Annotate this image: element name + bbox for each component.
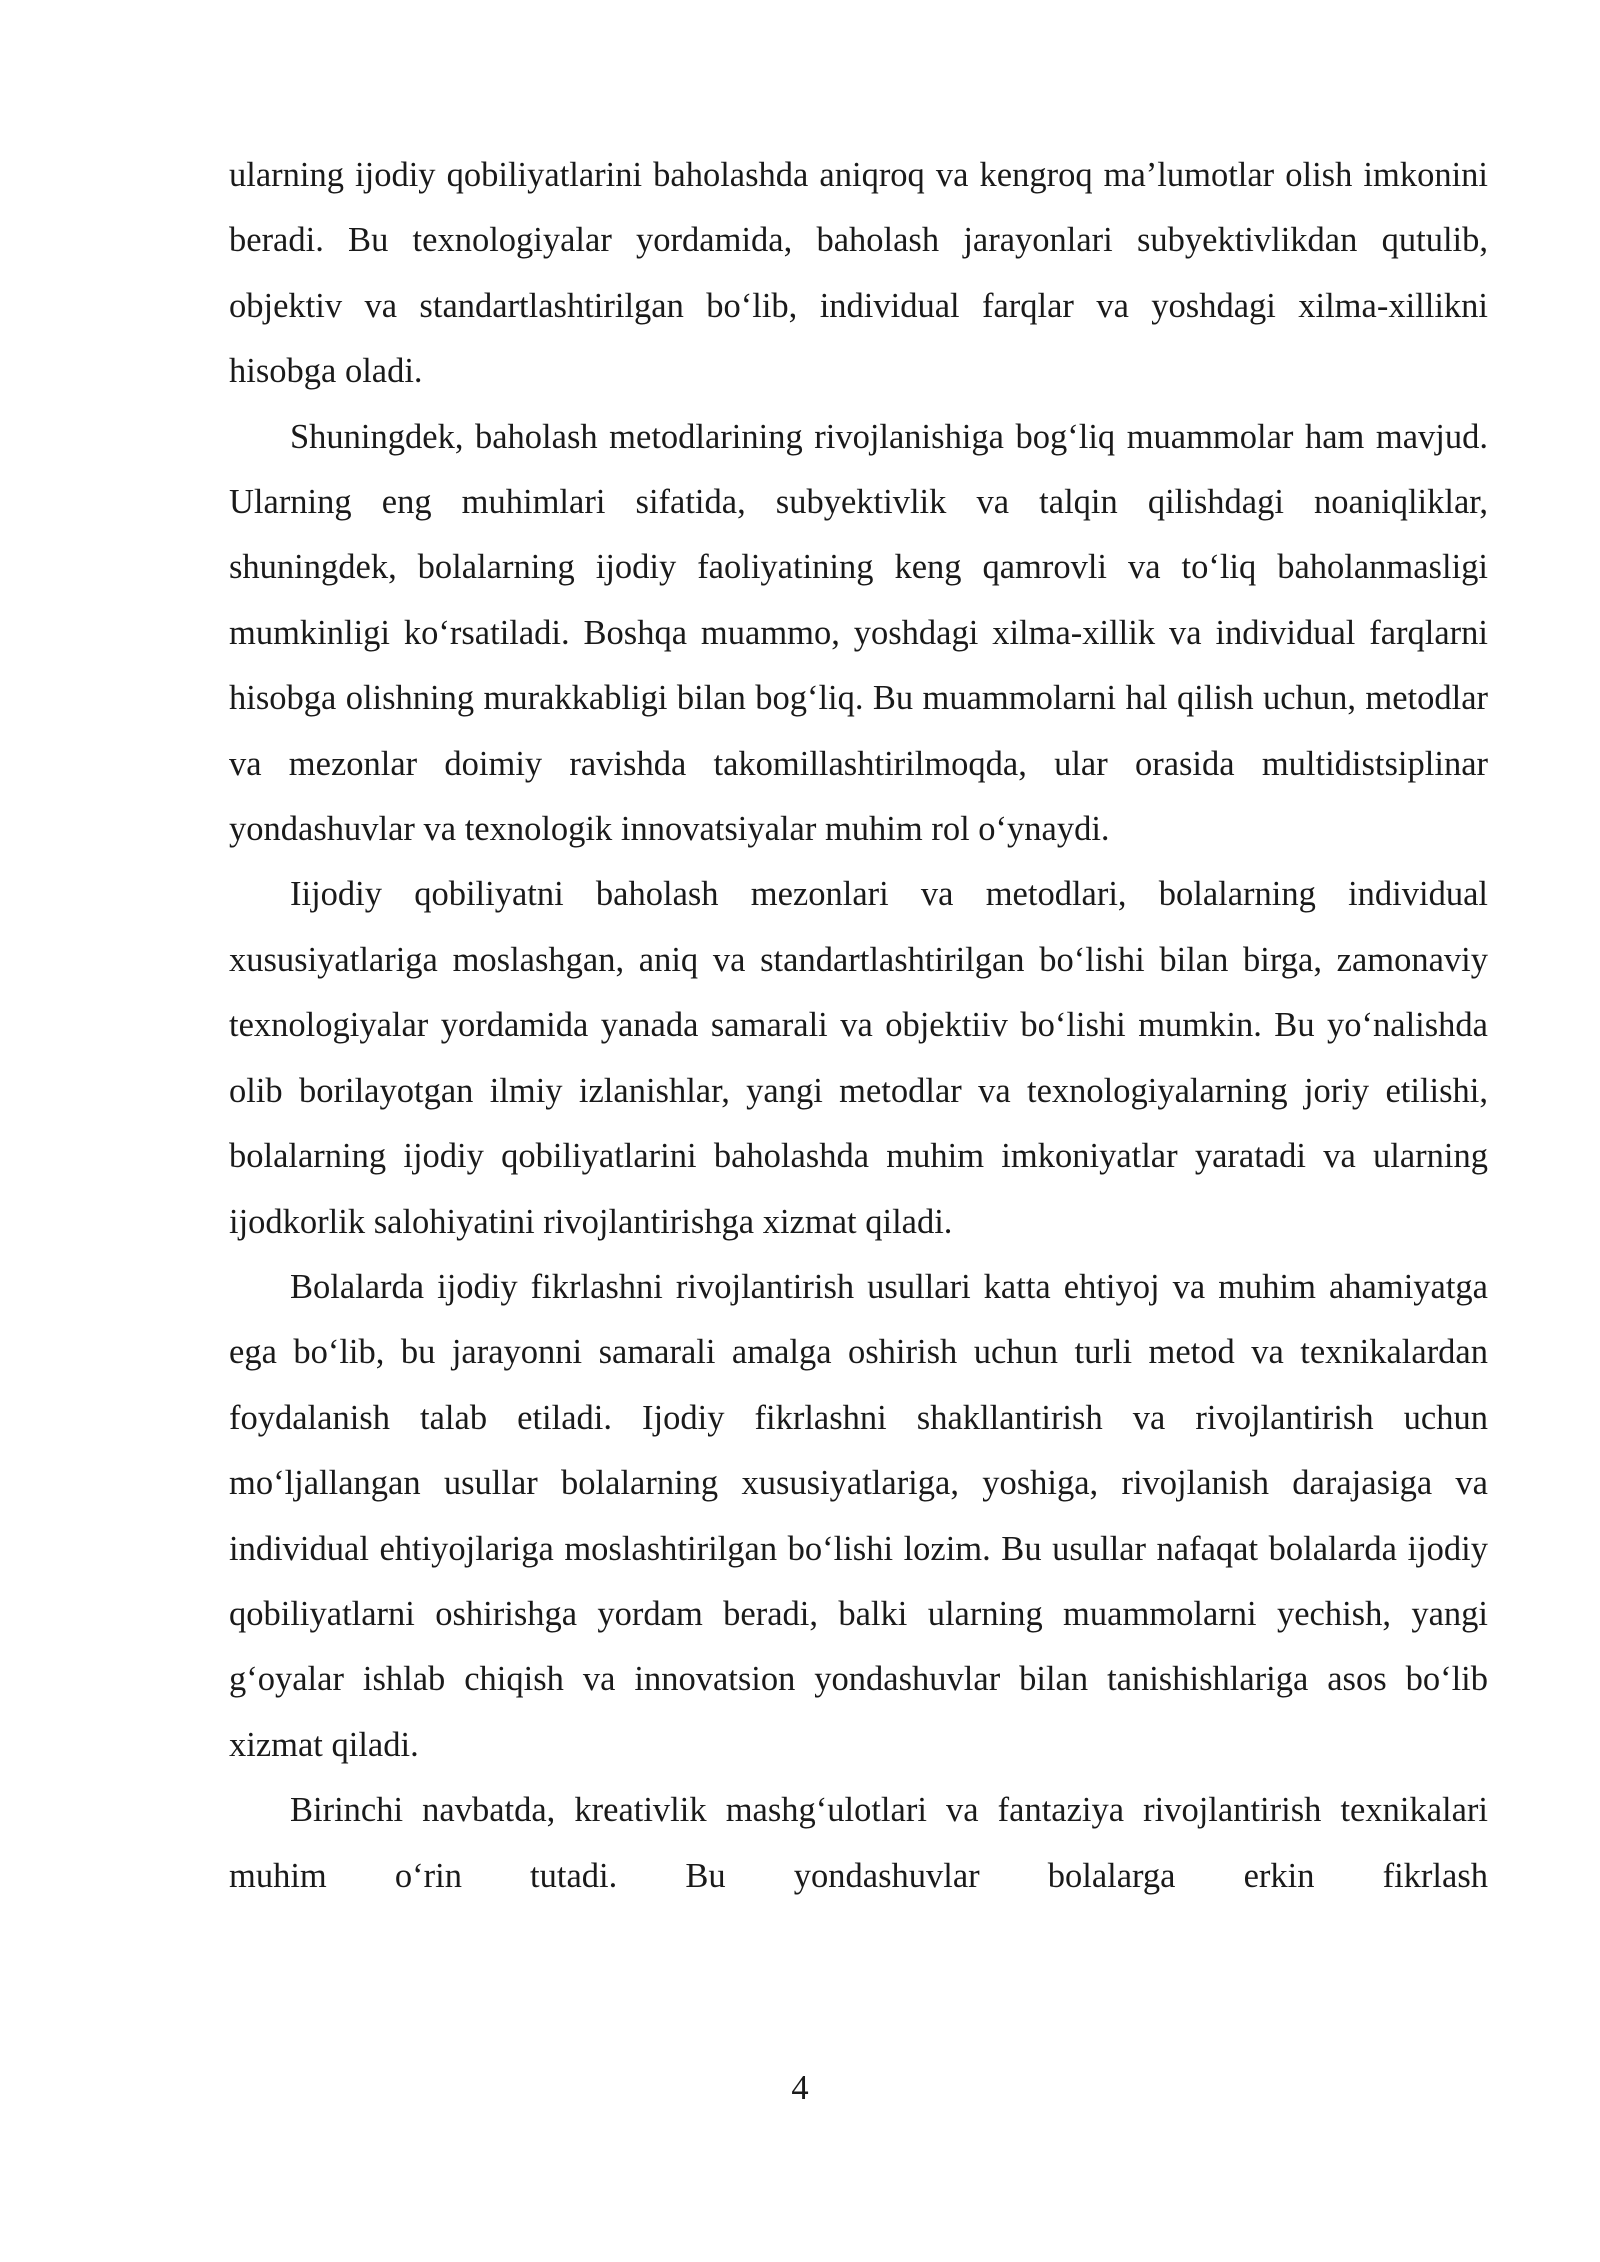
paragraph-1: ularning ijodiy qobiliyatlarini baholashda aniqroq va kengroq ma’lumotlar olish imkonini beradi. Bu texnologiyalar yordamida, baholash jarayonlari subyektivlikdan qutulib, objektiv va standartlashtirilgan bo‘lib, individual farqlar va yoshdagi xilma-xillikni hisobga oladi.: [229, 156, 1488, 391]
paragraph-3: Iijodiy qobiliyatni baholash mezonlari va metodlari, bolalarning individual xususiyatlariga moslashgan, aniq va standartlashtirilgan bo‘lishi bilan birga, zamonaviy texnologiyalar yordamida yanada samarali va objektiiv bo‘lishi mumkin. Bu yo‘nalishda olib borilayotgan ilmiy izlanishlar, yangi metodlar va texnologiyalarning joriy etilishi, bolalarning ijodiy qobiliyatlarini baholashda muhim imkoniyatlar yaratadi va ularning ijodkorlik salohiyatini rivojlantirishga xizmat qiladi.: [229, 875, 1488, 1241]
page-number: 4: [791, 2069, 809, 2107]
paragraph-5: Birinchi navbatda, kreativlik mashg‘ulotlari va fantaziya rivojlantirish texnikalari muhim o‘rin tutadi. Bu yondashuvlar bolalarga erkin fikrlash: [229, 1791, 1488, 1895]
paragraph-4: Bolalarda ijodiy fikrlashni rivojlantirish usullari katta ehtiyoj va muhim ahamiyatga ega bo‘lib, bu jarayonni samarali amalga oshirish uchun turli metod va texnikalardan foydalanish talab etiladi. Ijodiy fikrlashni shakllantirish va rivojlantirish uchun mo‘ljallangan usullar bolalarning xususiyatlariga, yoshiga, rivojlanish darajasiga va individual ehtiyojlariga moslashtirilgan bo‘lishi lozim. Bu usullar nafaqat bolalarda ijodiy qobiliyatlarni oshirishga yordam beradi, balki ularning muammolarni yechish, yangi g‘oyalar ishlab chiqish va innovatsion yondashuvlar bilan tanishishlariga asos bo‘lib xizmat qiladi.: [229, 1267, 1488, 1764]
paragraph-2: Shuningdek, baholash metodlarining rivojlanishiga bog‘liq muammolar ham mavjud. Ularning eng muhimlari sifatida, subyektivlik va talqin qilishdagi noaniqliklar, shuningdek, bolalarning ijodiy faoliyatining keng qamrovli va to‘liq baholanmasligi mumkinligi ko‘rsatiladi. Boshqa muammo, yoshdagi xilma-xillik va individual farqlarni hisobga olishning murakkabligi bilan bog‘liq. Bu muammolarni hal qilish uchun, metodlar va mezonlar doimiy ravishda takomillashtirilmoqda, ular orasida multidistsiplinar yondashuvlar va texnologik innovatsiyalar muhim rol o‘ynaydi.: [229, 417, 1488, 849]
body-text: [229, 143, 1488, 1909]
